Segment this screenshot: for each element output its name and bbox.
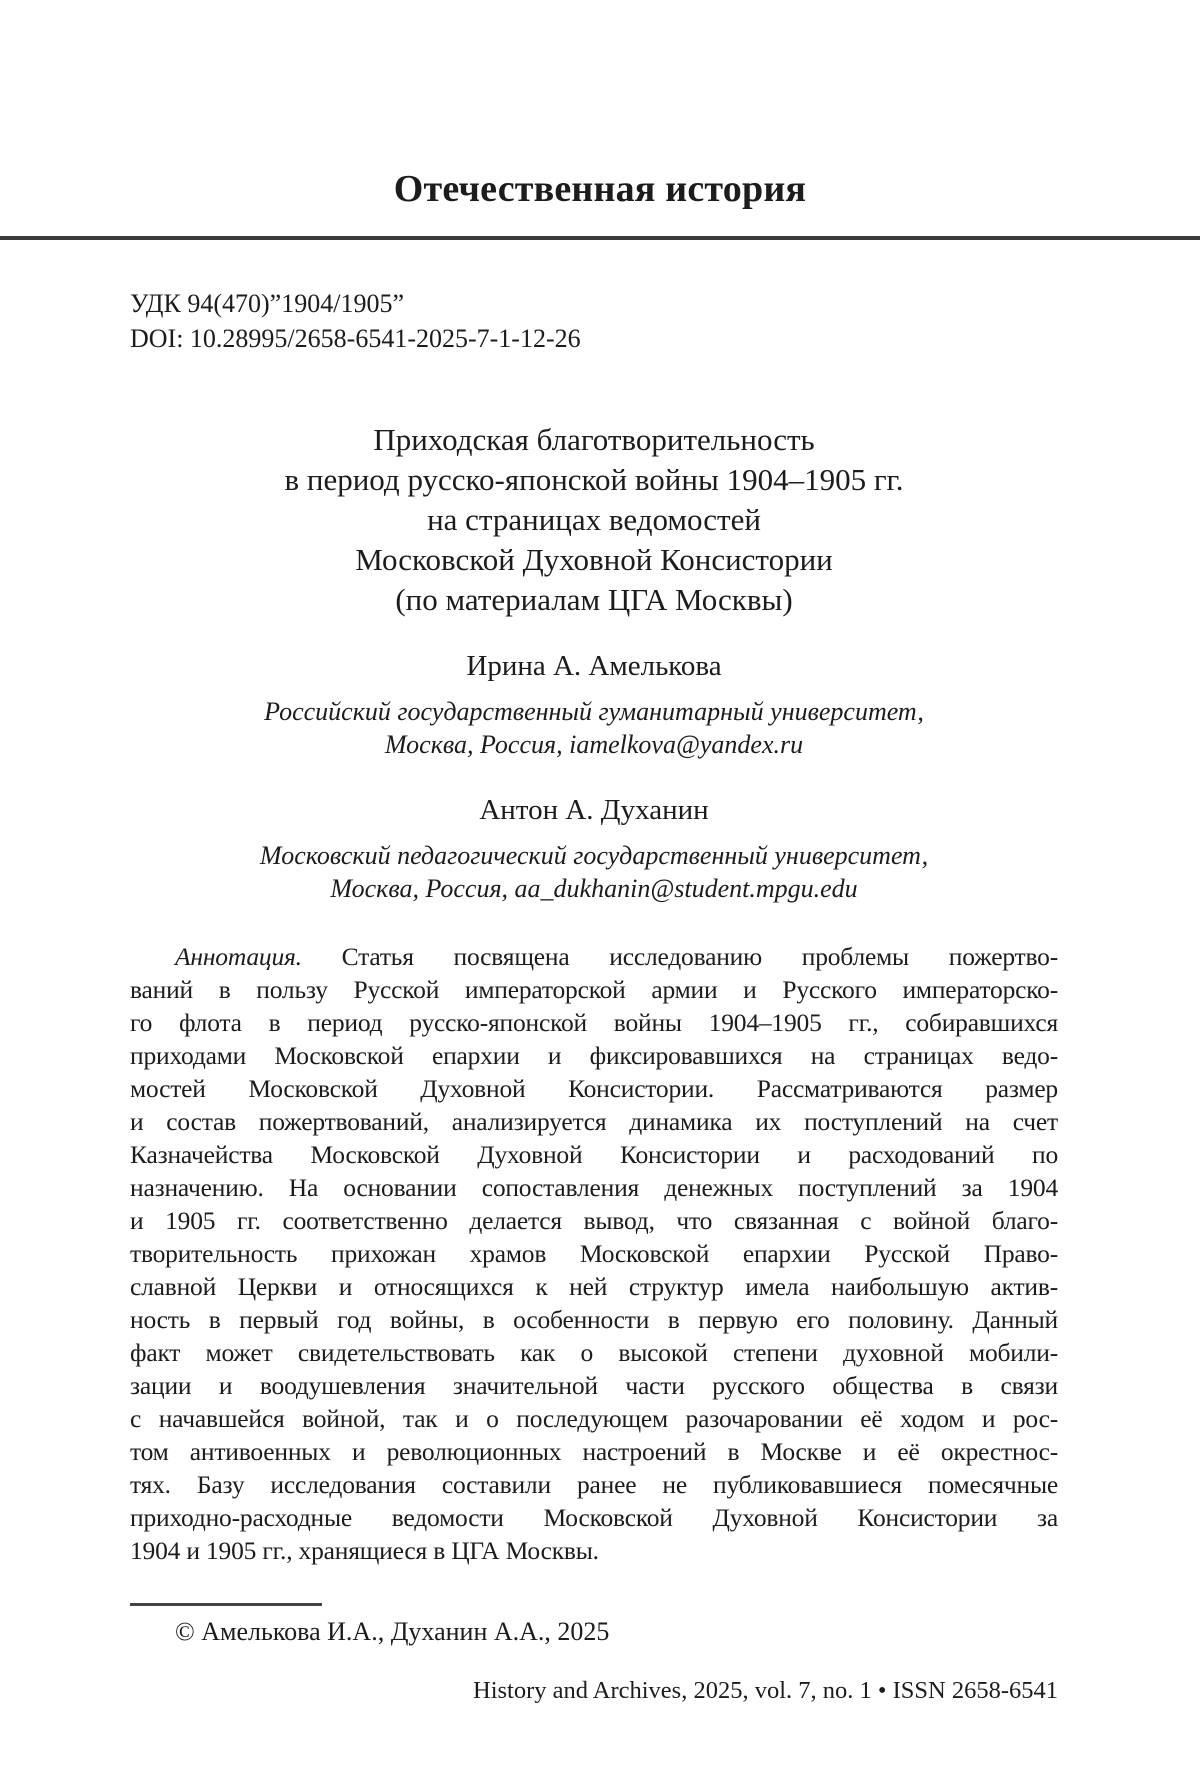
author-name-1: Ирина А. Амелькова [466, 650, 722, 682]
author-affiliation-2 [130, 839, 1058, 905]
abstract-line: том антивоенных и революционных настроений в Москве и её окрестнос- [130, 1437, 1058, 1466]
author-name-2: Антон А. Духанин [479, 794, 709, 826]
affiliation-line: Москва, Россия, aa_dukhanin@student.mpgu.edu [330, 874, 858, 903]
author-affiliation-1 [130, 695, 1058, 761]
abstract-line: и 1905 гг. соответственно делается вывод, что связанная с войной благо- [130, 1206, 1058, 1235]
affiliation-line: Российский государственный гуманитарный университет, [264, 697, 924, 726]
title-line: (по материалам ЦГА Москвы) [395, 582, 793, 617]
title-line: в период русско-японской войны 1904–1905 гг. [284, 462, 904, 497]
affiliation-line: Московский педагогический государственный университет, [259, 841, 929, 870]
article-meta [130, 286, 1058, 356]
abstract-body [130, 973, 1058, 1567]
abstract-line: Казначейства Московской Духовной Консистории и расходований по [130, 1140, 1058, 1169]
article-title [130, 420, 1058, 620]
abstract-line: го флота в период русско-японской войны 1904–1905 гг., собиравшихся [130, 1008, 1058, 1037]
footnote-rule [130, 1603, 322, 1606]
title-line: на страницах ведомостей [427, 502, 761, 537]
abstract-line: творительность прихожан храмов Московской епархии Русской Право- [130, 1239, 1058, 1268]
abstract-line: факт может свидетельствовать как о высокой степени духовной мобили- [130, 1338, 1058, 1367]
header-rule [0, 236, 1200, 240]
abstract-first-line [130, 940, 1058, 973]
abstract-line: ваний в пользу Русской императорской армии и Русского императорско- [130, 975, 1058, 1004]
page-content [130, 286, 1058, 1705]
abstract-line: приходами Московской епархии и фиксировавшихся на страницах ведо- [130, 1041, 1058, 1070]
copyright-line: © Амелькова И.А., Духанин А.А., 2025 [175, 1617, 610, 1646]
abstract-line: ность в первый год войны, в особенности в первую его половину. Данный [130, 1305, 1058, 1334]
abstract-line: тях. Базу исследования составили ранее не публиковавшиеся помесячные [130, 1470, 1058, 1499]
abstract-text: Статья посвящена исследованию проблемы пожертво- [341, 942, 1058, 971]
title-line: Приходская благотворительность [373, 422, 815, 457]
doi-code: DOI: 10.28995/2658-6541-2025-7-1-12-26 [130, 324, 581, 353]
abstract [130, 940, 1058, 1567]
abstract-label: Аннотация. [175, 942, 302, 971]
abstract-line: славной Церкви и относящихся к ней структур имела наибольшую актив- [130, 1272, 1058, 1301]
section-heading: Отечественная история [393, 168, 807, 210]
abstract-line: назначению. На основании сопоставления денежных поступлений за 1904 [130, 1173, 1058, 1202]
abstract-line: приходно-расходные ведомости Московской Духовной Консистории за [130, 1503, 1058, 1532]
abstract-line: и состав пожертвований, анализируется динамика их поступлений на счет [130, 1107, 1058, 1136]
journal-footer: History and Archives, 2025, vol. 7, no. 1 • ISSN 2658-6541 [473, 1677, 1058, 1704]
abstract-line: мостей Московской Духовной Консистории. Рассматриваются размер [130, 1074, 1058, 1103]
abstract-line: с начавшейся войной, так и о последующем разочаровании её ходом и рос- [130, 1404, 1058, 1433]
affiliation-line: Москва, Россия, iamelkova@yandex.ru [384, 730, 804, 759]
abstract-line: зации и воодушевления значительной части русского общества в связи [130, 1371, 1058, 1400]
title-line: Московской Духовной Консистории [355, 542, 833, 577]
abstract-line: 1904 и 1905 гг., хранящиеся в ЦГА Москвы. [130, 1536, 599, 1565]
udk-code: УДК 94(470)”1904/1905” [130, 289, 404, 318]
